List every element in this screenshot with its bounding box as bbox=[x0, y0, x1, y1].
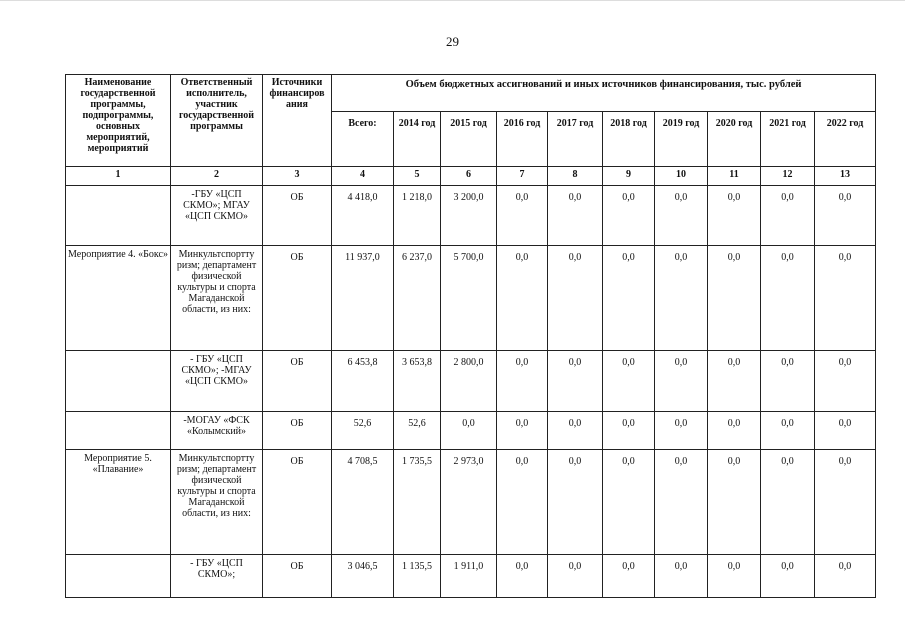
row-value-2014: 52,6 bbox=[394, 412, 441, 450]
table-row bbox=[66, 186, 876, 246]
page-number: 29 bbox=[446, 34, 459, 49]
row-value-2021: 0,0 bbox=[761, 555, 815, 598]
row-name bbox=[66, 555, 171, 598]
column-number: 3 bbox=[263, 167, 332, 186]
row-value-2021: 0,0 bbox=[761, 412, 815, 450]
row-name bbox=[66, 186, 171, 246]
header-year-2014: 2014 год bbox=[394, 112, 441, 167]
row-name: Мероприятие 4. «Бокс» bbox=[66, 246, 171, 351]
row-value-2014: 3 653,8 bbox=[394, 351, 441, 412]
row-value-2016: 0,0 bbox=[497, 186, 548, 246]
row-value-2021: 0,0 bbox=[761, 450, 815, 555]
row-source: ОБ bbox=[263, 246, 332, 351]
row-value-2015: 2 973,0 bbox=[441, 450, 497, 555]
row-value-2017: 0,0 bbox=[548, 186, 603, 246]
row-executor: -МОГАУ «ФСК «Колымский» bbox=[171, 412, 263, 450]
row-value-2016: 0,0 bbox=[497, 450, 548, 555]
column-number: 6 bbox=[441, 167, 497, 186]
column-number-row bbox=[66, 167, 876, 186]
row-executor: Минкультспортту ризм; департамент физической культуры и спорта Магаданской области, из них: bbox=[171, 450, 263, 555]
column-number: 4 bbox=[332, 167, 394, 186]
column-number: 11 bbox=[708, 167, 761, 186]
row-value-2020: 0,0 bbox=[708, 412, 761, 450]
row-value-2019: 0,0 bbox=[655, 246, 708, 351]
row-value-2016: 0,0 bbox=[497, 351, 548, 412]
row-value-2020: 0,0 bbox=[708, 555, 761, 598]
row-value-2022: 0,0 bbox=[815, 186, 876, 246]
row-source: ОБ bbox=[263, 412, 332, 450]
row-value-2016: 0,0 bbox=[497, 555, 548, 598]
row-value-total: 3 046,5 bbox=[332, 555, 394, 598]
row-value-2015: 1 911,0 bbox=[441, 555, 497, 598]
row-value-2019: 0,0 bbox=[655, 412, 708, 450]
header-source: Источники финансиров ания bbox=[263, 75, 332, 167]
row-value-2019: 0,0 bbox=[655, 450, 708, 555]
row-value-2014: 1 135,5 bbox=[394, 555, 441, 598]
column-number: 13 bbox=[815, 167, 876, 186]
row-value-total: 6 453,8 bbox=[332, 351, 394, 412]
row-value-2015: 2 800,0 bbox=[441, 351, 497, 412]
row-value-2018: 0,0 bbox=[603, 412, 655, 450]
table-row bbox=[66, 412, 876, 450]
row-source: ОБ bbox=[263, 351, 332, 412]
header-total: Всего: bbox=[332, 112, 394, 167]
row-value-2018: 0,0 bbox=[603, 555, 655, 598]
row-value-2022: 0,0 bbox=[815, 450, 876, 555]
row-value-2017: 0,0 bbox=[548, 351, 603, 412]
row-source: ОБ bbox=[263, 555, 332, 598]
header-year-2020: 2020 год bbox=[708, 112, 761, 167]
row-value-total: 11 937,0 bbox=[332, 246, 394, 351]
row-value-2020: 0,0 bbox=[708, 351, 761, 412]
row-value-2022: 0,0 bbox=[815, 412, 876, 450]
row-value-2017: 0,0 bbox=[548, 555, 603, 598]
row-value-2021: 0,0 bbox=[761, 246, 815, 351]
row-value-2014: 1 218,0 bbox=[394, 186, 441, 246]
column-number: 1 bbox=[66, 167, 171, 186]
row-value-2020: 0,0 bbox=[708, 246, 761, 351]
row-value-total: 52,6 bbox=[332, 412, 394, 450]
row-value-2022: 0,0 bbox=[815, 246, 876, 351]
row-value-2020: 0,0 bbox=[708, 186, 761, 246]
row-name bbox=[66, 412, 171, 450]
header-year-2017: 2017 год bbox=[548, 112, 603, 167]
budget-table bbox=[65, 74, 876, 598]
column-number: 9 bbox=[603, 167, 655, 186]
row-value-2015: 0,0 bbox=[441, 412, 497, 450]
row-value-total: 4 708,5 bbox=[332, 450, 394, 555]
row-value-2014: 1 735,5 bbox=[394, 450, 441, 555]
header-year-2019: 2019 год bbox=[655, 112, 708, 167]
column-number: 10 bbox=[655, 167, 708, 186]
row-value-2018: 0,0 bbox=[603, 246, 655, 351]
row-value-2015: 5 700,0 bbox=[441, 246, 497, 351]
row-value-2020: 0,0 bbox=[708, 450, 761, 555]
row-source: ОБ bbox=[263, 450, 332, 555]
header-row-1 bbox=[66, 75, 876, 112]
row-value-2016: 0,0 bbox=[497, 246, 548, 351]
row-name bbox=[66, 351, 171, 412]
row-value-2022: 0,0 bbox=[815, 555, 876, 598]
header-group-title: Объем бюджетных ассигнований и иных источников финансирования, тыс. рублей bbox=[332, 75, 876, 112]
row-executor: -ГБУ «ЦСП СКМО»; МГАУ «ЦСП СКМО» bbox=[171, 186, 263, 246]
scan-edge-mark-top bbox=[0, 0, 905, 1]
row-executor: - ГБУ «ЦСП СКМО»; -МГАУ «ЦСП СКМО» bbox=[171, 351, 263, 412]
row-value-total: 4 418,0 bbox=[332, 186, 394, 246]
row-source: ОБ bbox=[263, 186, 332, 246]
row-value-2017: 0,0 bbox=[548, 246, 603, 351]
row-value-2015: 3 200,0 bbox=[441, 186, 497, 246]
row-value-2018: 0,0 bbox=[603, 351, 655, 412]
column-number: 12 bbox=[761, 167, 815, 186]
column-number: 7 bbox=[497, 167, 548, 186]
table-row bbox=[66, 351, 876, 412]
header-year-2022: 2022 год bbox=[815, 112, 876, 167]
column-number: 8 bbox=[548, 167, 603, 186]
row-value-2019: 0,0 bbox=[655, 186, 708, 246]
header-name: Наименование государственной программы, подпрограммы, основных мероприятий, мероприятий bbox=[66, 75, 171, 167]
header-year-2021: 2021 год bbox=[761, 112, 815, 167]
row-value-2018: 0,0 bbox=[603, 450, 655, 555]
column-number: 5 bbox=[394, 167, 441, 186]
table-row bbox=[66, 246, 876, 351]
row-value-2017: 0,0 bbox=[548, 412, 603, 450]
row-value-2021: 0,0 bbox=[761, 186, 815, 246]
row-value-2018: 0,0 bbox=[603, 186, 655, 246]
row-value-2019: 0,0 bbox=[655, 555, 708, 598]
header-year-2016: 2016 год bbox=[497, 112, 548, 167]
row-value-2019: 0,0 bbox=[655, 351, 708, 412]
row-executor: - ГБУ «ЦСП СКМО»; bbox=[171, 555, 263, 598]
row-value-2017: 0,0 bbox=[548, 450, 603, 555]
table-row bbox=[66, 555, 876, 598]
header-year-2018: 2018 год bbox=[603, 112, 655, 167]
row-name: Мероприятие 5. «Плавание» bbox=[66, 450, 171, 555]
header-executor: Ответственный исполнитель, участник государственной программы bbox=[171, 75, 263, 167]
row-value-2022: 0,0 bbox=[815, 351, 876, 412]
header-year-2015: 2015 год bbox=[441, 112, 497, 167]
column-number: 2 bbox=[171, 167, 263, 186]
row-value-2014: 6 237,0 bbox=[394, 246, 441, 351]
table-row bbox=[66, 450, 876, 555]
row-value-2021: 0,0 bbox=[761, 351, 815, 412]
row-value-2016: 0,0 bbox=[497, 412, 548, 450]
row-executor: Минкультспортту ризм; департамент физической культуры и спорта Магаданской области, из них: bbox=[171, 246, 263, 351]
